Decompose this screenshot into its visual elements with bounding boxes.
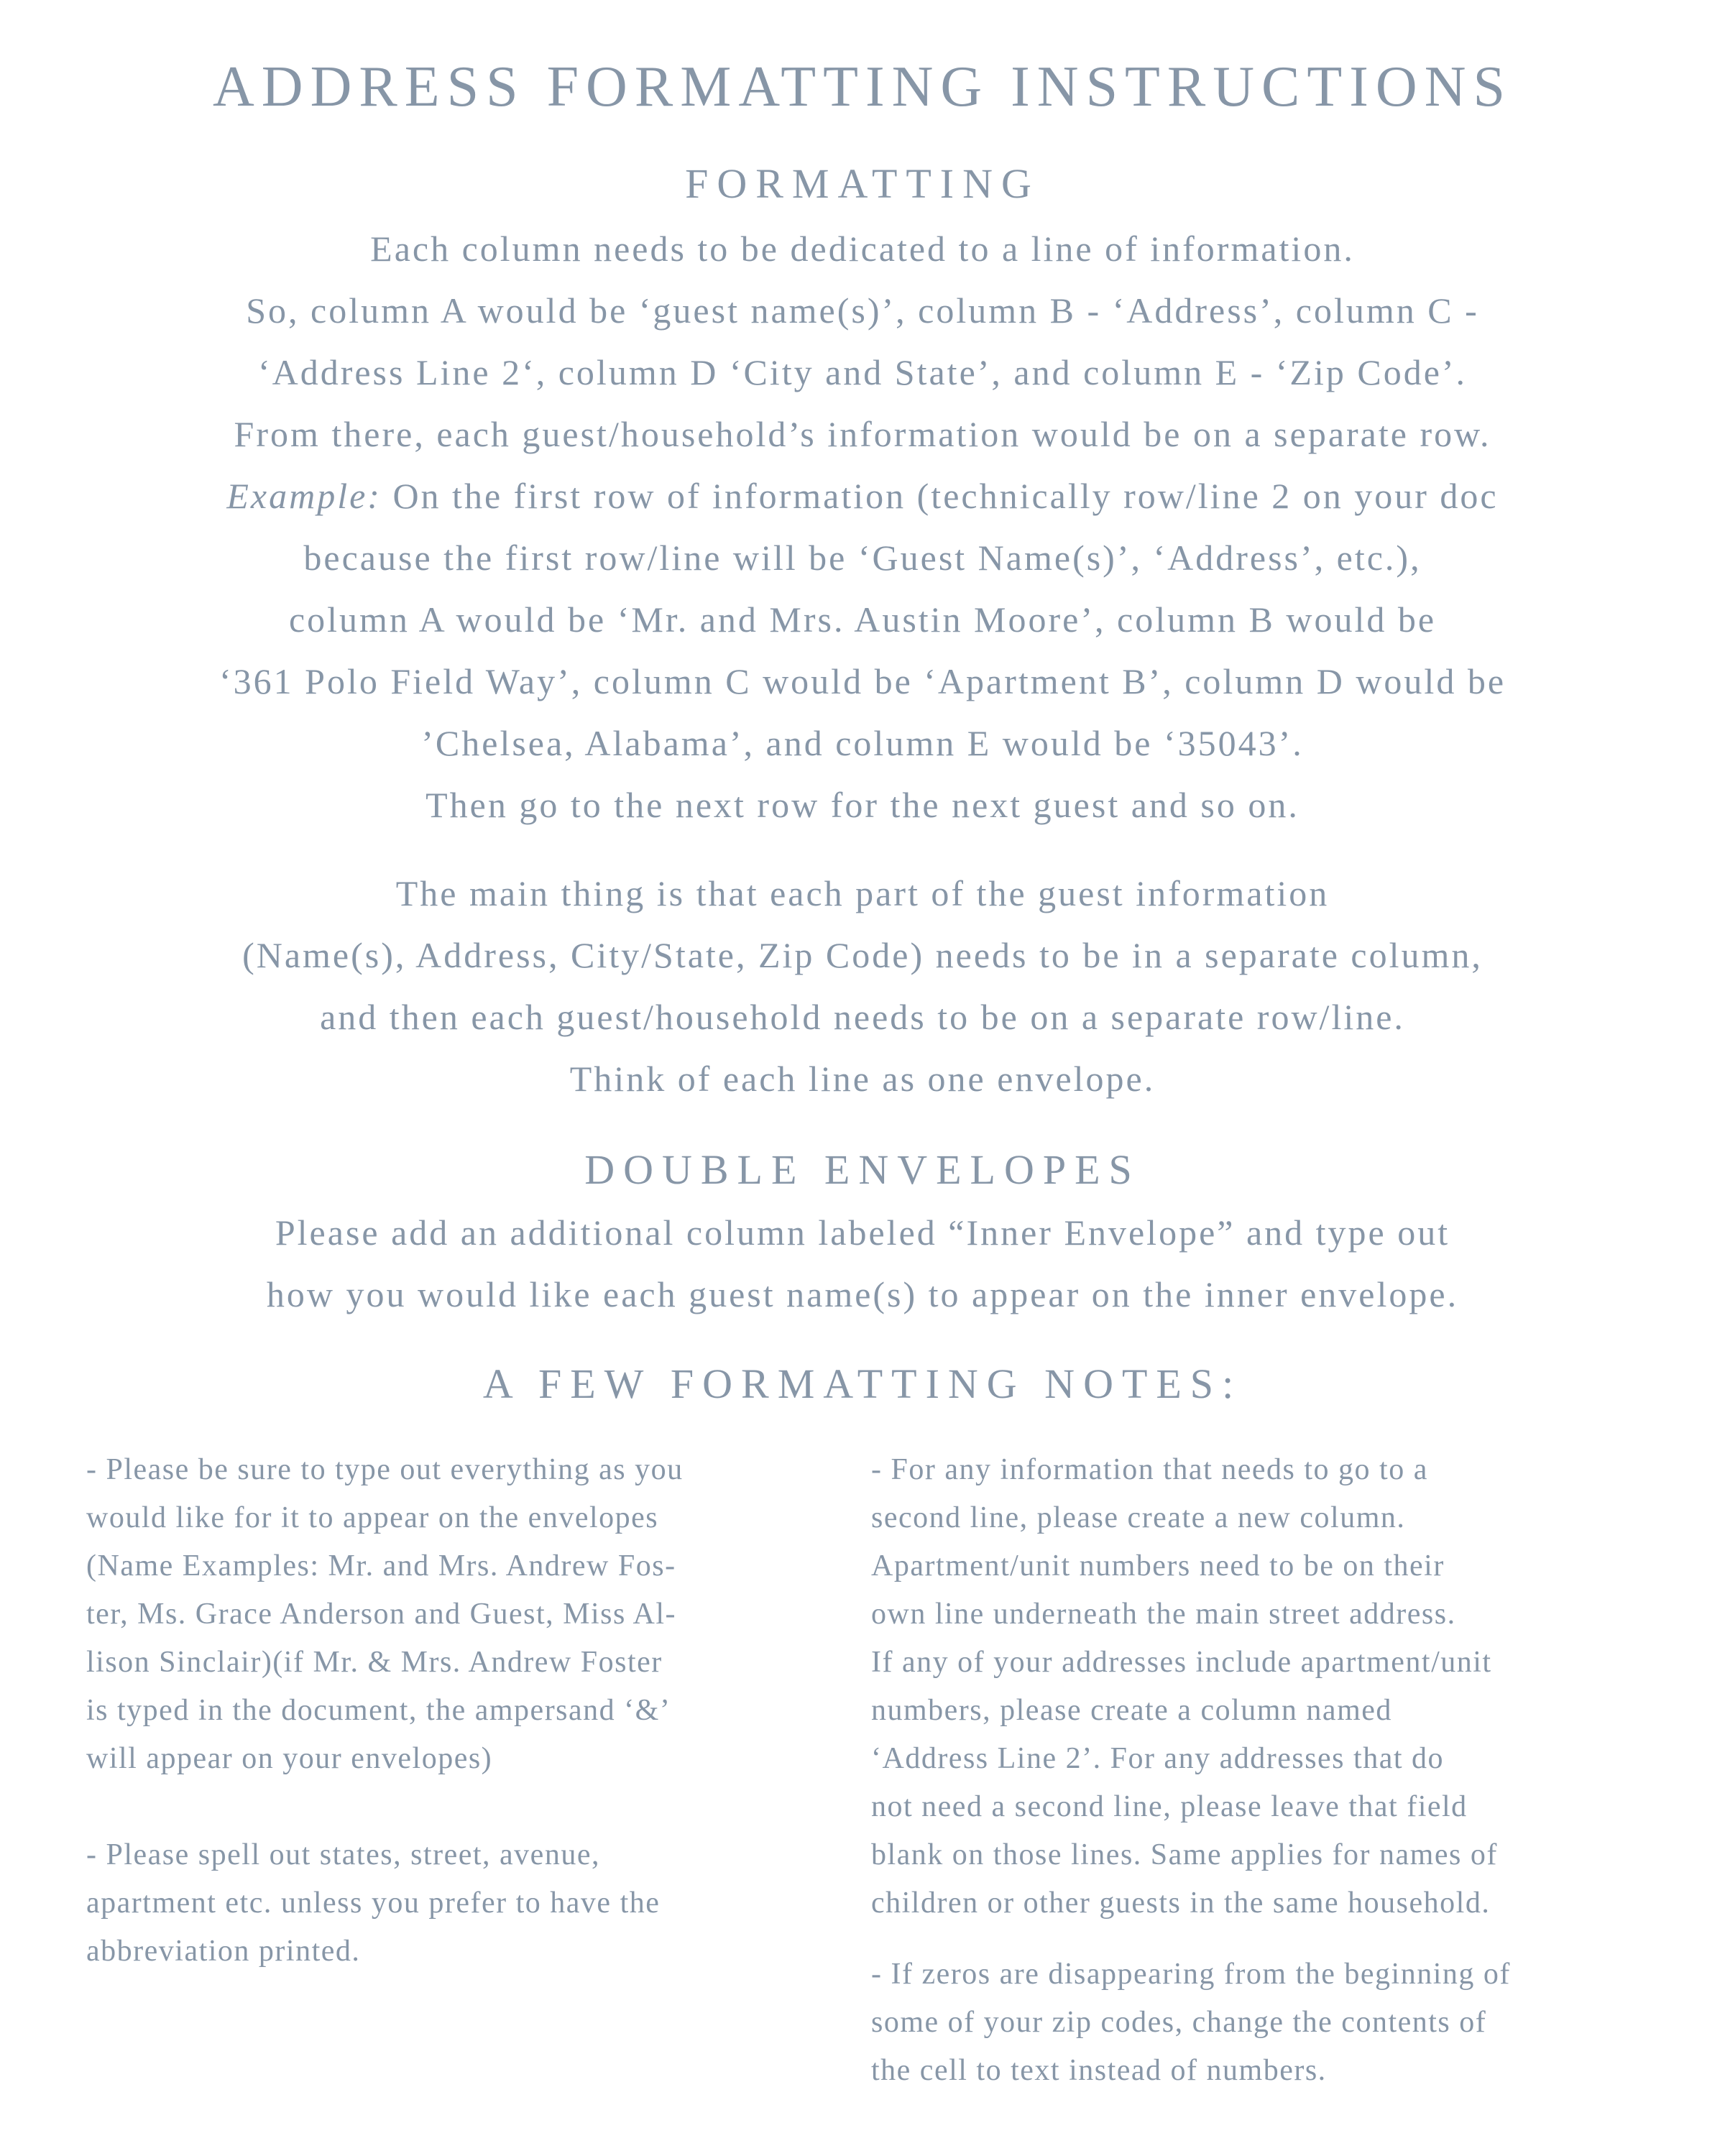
note-line: the cell to text instead of numbers. [871,2054,1327,2087]
note-line: numbers, please create a column named [871,1694,1392,1727]
formatting-line: From there, each guest/household’s information would be on a separate row. [234,414,1491,454]
example-line-text: On the first row of information (technically row/line 2 on your doc [381,476,1499,516]
main-thing-line: The main thing is that each part of the guest information [395,873,1330,913]
note-line: own line underneath the main street address. [871,1598,1456,1631]
formatting-notes-heading: A FEW FORMATTING NOTES: [482,1360,1243,1407]
note-line: would like for it to appear on the envelopes [86,1501,659,1534]
note-line: children or other guests in the same household. [871,1886,1491,1920]
note-line: ter, Ms. Grace Anderson and Guest, Miss Al- [86,1598,677,1631]
formatting-line: ‘Address Line 2‘, column D ‘City and State’, and column E - ‘Zip Code’. [257,352,1468,392]
main-thing-line: (Name(s), Address, City/State, Zip Code) needs to be in a separate column, [242,935,1483,975]
main-thing-paragraph [43,862,1682,1110]
notes-left-column [86,1446,848,1976]
note-line: blank on those lines. Same applies for names of [871,1838,1498,1871]
main-thing-line: and then each guest/household needs to be on a separate row/line. [320,997,1405,1037]
formatting-paragraph [43,218,1682,836]
note-spacer [871,1927,1690,1950]
formatting-line: So, column A would be ‘guest name(s)’, column B - ‘Address’, column C - [246,290,1479,331]
note-line: - For any information that needs to go to a [871,1453,1428,1486]
example-line: ’Chelsea, Alabama’, and column E would be ‘35043’. [421,723,1304,763]
note-line: If any of your addresses include apartment/unit [871,1646,1492,1679]
example-first-line [43,465,1682,527]
example-line: because the first row/line will be ‘Guest Name(s)’, ‘Address’, etc.), [303,538,1422,578]
example-label: Example: [226,476,382,516]
main-thing-line: Think of each line as one envelope. [569,1059,1156,1099]
notes-right-column [871,1446,1690,2095]
note-spacer [86,1783,848,1831]
note-line: - Please spell out states, street, avenue, [86,1838,600,1871]
note-line: some of your zip codes, change the contents of [871,2006,1487,2039]
note-line: is typed in the document, the ampersand ‘&’ [86,1694,671,1727]
note-line: second line, please create a new column. [871,1501,1406,1534]
note-line: Apartment/unit numbers need to be on their [871,1549,1445,1583]
note-line: abbreviation printed. [86,1935,361,1968]
note-line: - If zeros are disappearing from the beginning of [871,1958,1511,1991]
note-line: will appear on your envelopes) [86,1742,493,1775]
example-line: Then go to the next row for the next guest and so on. [426,785,1300,825]
double-envelopes-paragraph [43,1202,1682,1325]
double-envelopes-line: how you would like each guest name(s) to appear on the inner envelope. [266,1274,1459,1314]
page-title: ADDRESS FORMATTING INSTRUCTIONS [213,55,1512,119]
formatting-line: Each column needs to be dedicated to a line of information. [370,229,1355,269]
example-line: ‘361 Polo Field Way’, column C would be ‘Apartment B’, column D would be [218,661,1506,701]
double-envelopes-line: Please add an additional column labeled “Inner Envelope” and type out [275,1212,1450,1253]
note-line: lison Sinclair)(if Mr. & Mrs. Andrew Foster [86,1646,663,1679]
note-line: not need a second line, please leave that field [871,1790,1468,1823]
note-line: (Name Examples: Mr. and Mrs. Andrew Fos- [86,1549,676,1583]
double-envelopes-heading: DOUBLE ENVELOPES [584,1146,1141,1193]
note-line: apartment etc. unless you prefer to have the [86,1886,661,1920]
note-line: ‘Address Line 2’. For any addresses that do [871,1742,1444,1775]
formatting-heading: FORMATTING [685,160,1040,207]
example-line: column A would be ‘Mr. and Mrs. Austin Moore’, column B would be [288,599,1437,640]
note-line: - Please be sure to type out everything as you [86,1453,684,1486]
